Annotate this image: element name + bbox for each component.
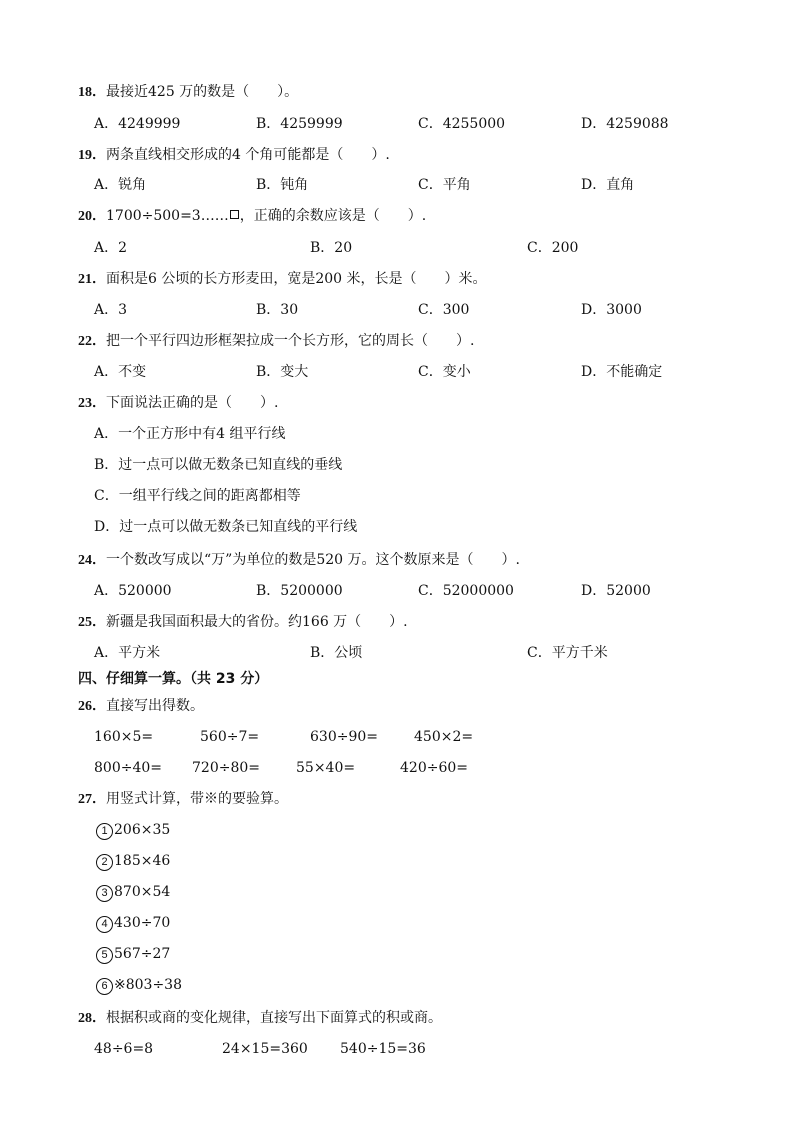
circled-number: 3 bbox=[96, 885, 113, 902]
question-text: 下面说法正确的是（ ）. bbox=[106, 395, 279, 411]
question-text-b: ，正确的余数应该是（ ）. bbox=[239, 208, 427, 224]
option-a[interactable]: A．不变 bbox=[94, 364, 147, 380]
question-text: 面积是6 公顷的长方形麦田，宽是200 米，长是（ ）米。 bbox=[106, 271, 487, 287]
option-b[interactable]: B．4259999 bbox=[256, 116, 343, 132]
calc-item: 800÷40= bbox=[94, 760, 162, 776]
question-text: 最接近425 万的数是（ ）。 bbox=[106, 84, 299, 100]
question-text: 根据积或商的变化规律，直接写出下面算式的积或商。 bbox=[106, 1010, 442, 1026]
option-b[interactable]: B．变大 bbox=[256, 364, 309, 380]
option-d[interactable]: D．不能确定 bbox=[581, 364, 663, 380]
circled-number: 6 bbox=[96, 978, 113, 995]
circled-number: 2 bbox=[96, 854, 113, 871]
list-item bbox=[96, 820, 754, 840]
circled-number: 4 bbox=[96, 916, 113, 933]
calc-expression: 206×35 bbox=[114, 822, 171, 838]
option-b[interactable]: B．公顷 bbox=[310, 645, 363, 661]
question-number: 25． bbox=[78, 615, 106, 630]
option-d[interactable]: D．过一点可以做无数条已知直线的平行线 bbox=[94, 519, 358, 535]
question-number: 23． bbox=[78, 396, 106, 411]
question-number: 24． bbox=[78, 553, 106, 568]
question-text: 一个数改写成以“万”为单位的数是520 万。这个数原来是（ ）. bbox=[106, 552, 520, 568]
option-c[interactable]: C．200 bbox=[527, 240, 579, 256]
calc-item: 55×40= bbox=[296, 760, 356, 776]
option-c[interactable]: C．平角 bbox=[418, 177, 471, 193]
question-24-options bbox=[78, 581, 754, 601]
calc-expression: 430÷70 bbox=[114, 915, 171, 931]
option-b[interactable]: B．20 bbox=[310, 240, 353, 256]
question-20-options bbox=[78, 238, 754, 258]
question-19 bbox=[78, 145, 754, 165]
option-a[interactable]: A．锐角 bbox=[94, 177, 147, 193]
option-c[interactable]: C．一组平行线之间的距离都相等 bbox=[94, 488, 301, 504]
option-c[interactable]: C．300 bbox=[418, 302, 470, 318]
list-item bbox=[96, 944, 754, 964]
option-b[interactable]: B．5200000 bbox=[256, 583, 343, 599]
option-d[interactable]: D．直角 bbox=[581, 177, 635, 193]
list-item bbox=[96, 882, 754, 902]
calc-item: 420÷60= bbox=[400, 760, 468, 776]
option-d[interactable]: D．52000 bbox=[581, 583, 651, 599]
calc-item: 720÷80= bbox=[192, 760, 260, 776]
question-22 bbox=[78, 331, 754, 351]
list-item bbox=[96, 913, 754, 933]
option-a[interactable]: A．3 bbox=[94, 302, 128, 318]
option-c[interactable]: C．4255000 bbox=[418, 116, 506, 132]
question-20 bbox=[78, 206, 754, 226]
question-text: 直接写出得数。 bbox=[106, 698, 204, 714]
question-28 bbox=[78, 1008, 754, 1028]
calc-expression: 185×46 bbox=[114, 853, 171, 869]
question-text: 新疆是我国面积最大的省份。约166 万（ ）. bbox=[106, 614, 408, 630]
question-number: 27． bbox=[78, 792, 106, 807]
question-number: 26． bbox=[78, 699, 106, 714]
circled-number: 5 bbox=[96, 947, 113, 964]
blank-box-icon bbox=[230, 210, 239, 219]
option-d[interactable]: D．4259088 bbox=[581, 116, 669, 132]
question-text-a: 1700÷500=3…… bbox=[106, 208, 229, 224]
calc-expression: ※803÷38 bbox=[114, 977, 182, 993]
section-heading: 四、仔细算一算。（共 23 分） bbox=[78, 671, 269, 687]
calc-item: 48÷6=8 bbox=[94, 1041, 154, 1057]
question-25-options bbox=[78, 643, 754, 663]
list-item bbox=[96, 975, 754, 995]
q28-row-1 bbox=[78, 1039, 754, 1059]
option-b[interactable]: B．30 bbox=[256, 302, 299, 318]
option-a[interactable]: A．平方米 bbox=[94, 645, 161, 661]
calc-item: 540÷15=36 bbox=[340, 1041, 426, 1057]
question-18-options bbox=[78, 114, 754, 134]
question-text: 把一个平行四边形框架拉成一个长方形，它的周长（ ）. bbox=[106, 333, 475, 349]
question-number: 18． bbox=[78, 85, 106, 100]
question-text: 用竖式计算，带※的要验算。 bbox=[106, 791, 288, 807]
question-27 bbox=[78, 789, 754, 809]
option-b[interactable]: B．钝角 bbox=[256, 177, 309, 193]
option-b[interactable]: B．过一点可以做无数条已知直线的垂线 bbox=[94, 457, 343, 473]
question-text: 两条直线相交形成的4 个角可能都是（ ）. bbox=[106, 147, 390, 163]
circled-number: 1 bbox=[96, 823, 113, 840]
question-number: 19． bbox=[78, 148, 106, 163]
q26-row-1 bbox=[78, 727, 754, 747]
calc-expression: 567÷27 bbox=[114, 946, 171, 962]
option-c[interactable]: C．52000000 bbox=[418, 583, 514, 599]
calc-item: 160×5= bbox=[94, 729, 154, 745]
question-23 bbox=[78, 393, 754, 413]
question-18 bbox=[78, 82, 754, 102]
option-c[interactable]: C．变小 bbox=[418, 364, 471, 380]
question-number: 21． bbox=[78, 272, 106, 287]
calc-item: 450×2= bbox=[414, 729, 474, 745]
option-a[interactable]: A．一个正方形中有4 组平行线 bbox=[94, 426, 286, 442]
option-d[interactable]: D．3000 bbox=[581, 302, 642, 318]
calc-expression: 870×54 bbox=[114, 884, 171, 900]
question-26 bbox=[78, 696, 754, 716]
question-21 bbox=[78, 269, 754, 289]
option-a[interactable]: A．2 bbox=[94, 240, 128, 256]
option-c[interactable]: C．平方千米 bbox=[527, 645, 608, 661]
calc-item: 24×15=360 bbox=[222, 1041, 308, 1057]
question-24 bbox=[78, 550, 754, 570]
option-a[interactable]: A．4249999 bbox=[94, 116, 181, 132]
question-25 bbox=[78, 612, 754, 632]
list-item bbox=[96, 851, 754, 871]
question-22-options bbox=[78, 362, 754, 382]
question-number: 22． bbox=[78, 334, 106, 349]
calc-item: 630÷90= bbox=[310, 729, 378, 745]
question-number: 28． bbox=[78, 1011, 106, 1026]
question-21-options bbox=[78, 300, 754, 320]
option-a[interactable]: A．520000 bbox=[94, 583, 172, 599]
question-19-options bbox=[78, 175, 754, 195]
calc-item: 560÷7= bbox=[200, 729, 260, 745]
q26-row-2 bbox=[78, 758, 754, 778]
question-number: 20． bbox=[78, 209, 106, 224]
